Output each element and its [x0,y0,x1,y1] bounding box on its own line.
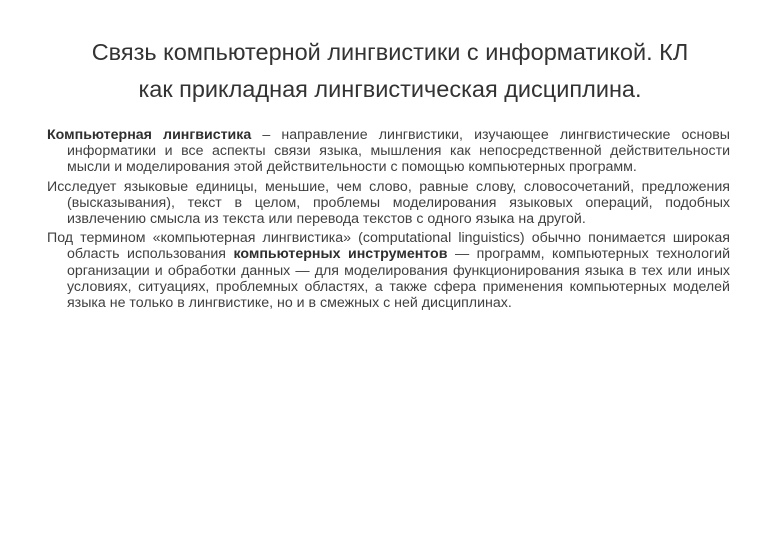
slide-title-line-1: Связь компьютерной лингвистики с информатикой. КЛ [91,39,689,65]
paragraph-term-meaning [47,230,730,311]
definition-text: – направление лингвистики, изучающее лингвистические основы информатики и все аспекты связи языка, мышления как непосредственной действительности мысли и моделирования этой действительности с помощью компьютерных программ. [67,127,730,176]
paragraph-definition [47,127,730,176]
term-computational-linguistics: Компьютерная лингвистика [47,127,252,143]
slide-body [47,127,730,314]
term-meaning-text-end: — программ, компьютерных технологий организации и обработки данных — для моделирования функционирования языка в тех или иных условиях, ситуациях, проблемных областях, а также сфера применения компьютерных моделей языка не только в лингвистике, но и в смежных с ней дисциплинах. [67,246,731,312]
research-scope-text: Исследует языковые единицы, меньшие, чем слово, равные слову, словосочетаний, предложения (высказывания), текст в целом, проблемы моделирования языковых операций, подобных извлечению смысла из текста или перевода текстов с одного языка на другой. [47,178,730,228]
term-meaning-text-start: Под термином «компьютерная лингвистика» (computational linguistics) обычно понимается широкая область использования [47,230,730,263]
paragraph-research-scope [47,179,730,228]
term-computer-tools: компьютерных инструментов [233,246,448,263]
slide-title [40,34,740,108]
slide-title-line-2: как прикладная лингвистическая дисциплина. [138,76,642,102]
